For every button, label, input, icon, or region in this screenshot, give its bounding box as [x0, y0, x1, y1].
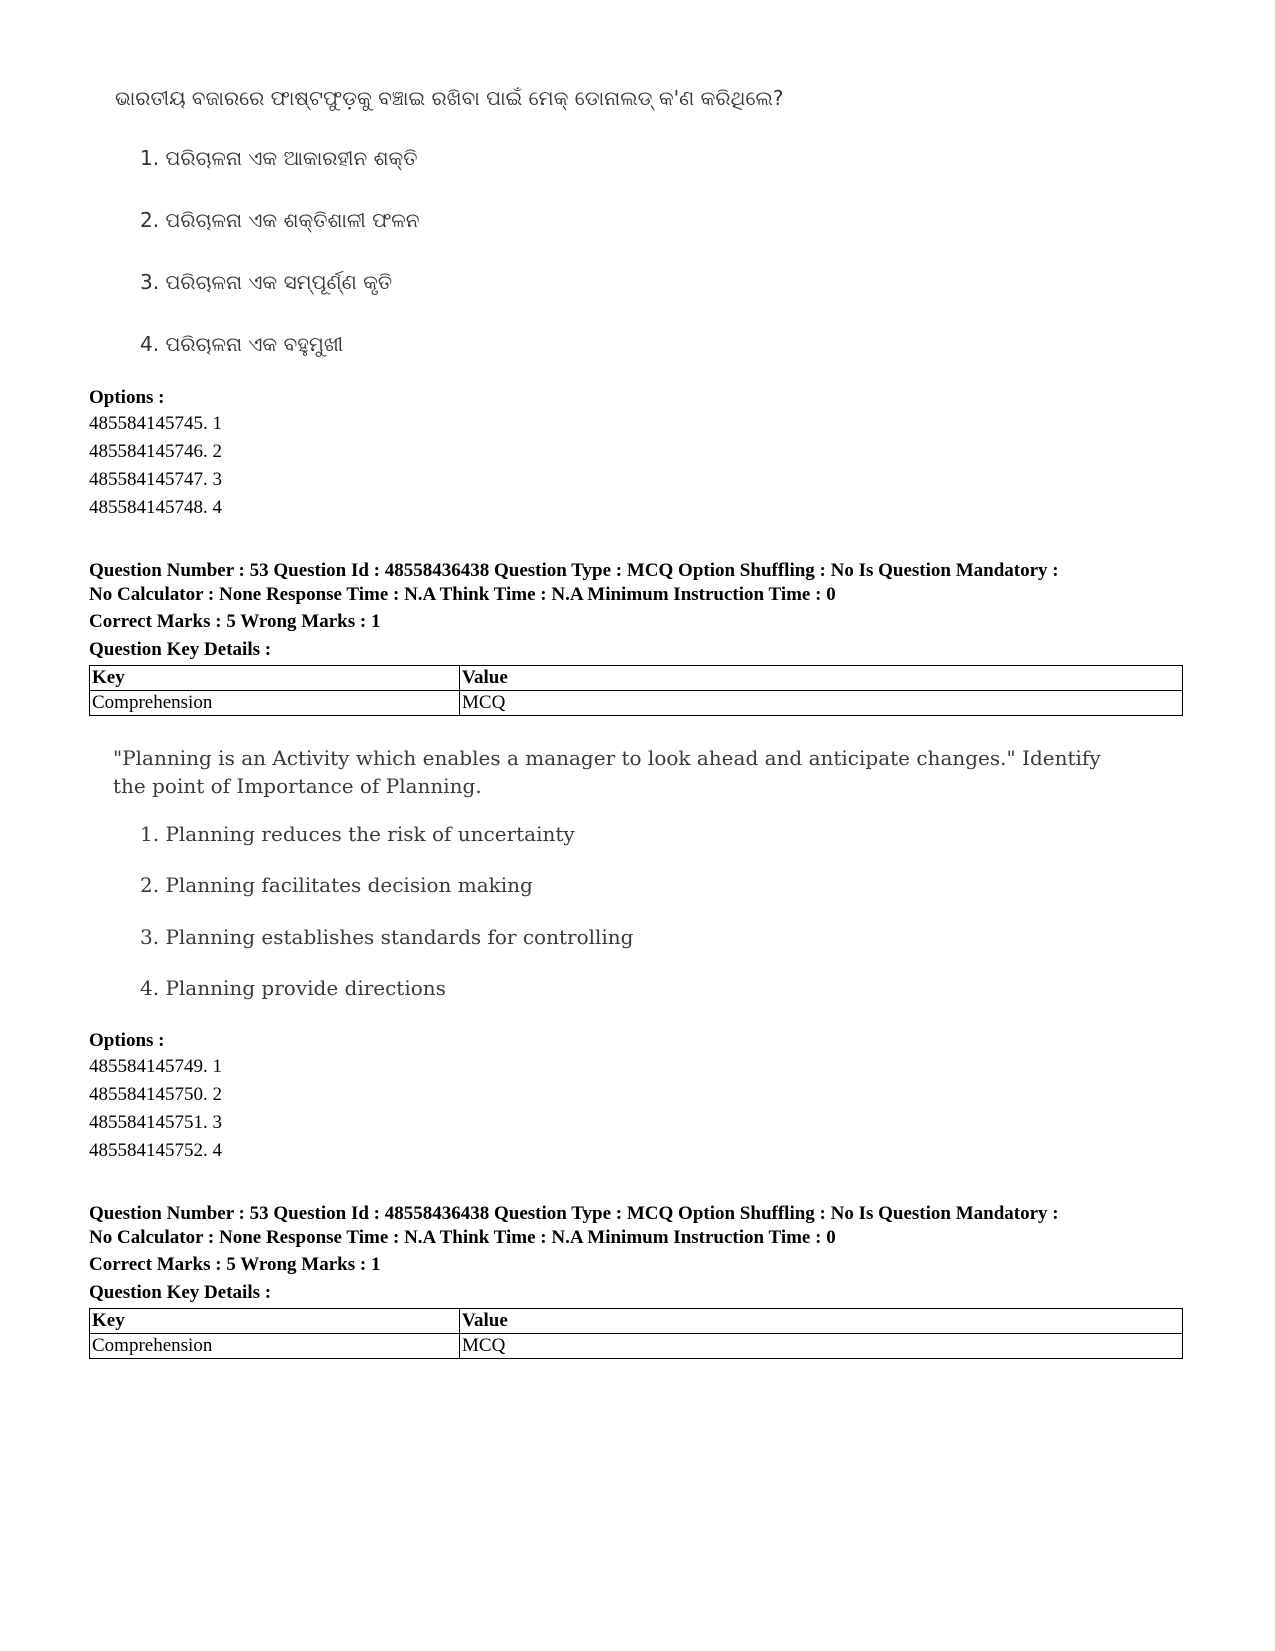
question-1-choice-3: 3. ପରିଚାଳନା ଏକ ସମ୍ପୂର୍ଣ୍ଣ କୃତି [140, 270, 393, 294]
question-1-text: ଭାରତୀୟ ବଜାରରେ ଫାଷ୍ଟଫୁଡ଼କୁ ବଞ୍ଚାଇ ରଖିବା ପାଇଁ ମେକ୍ ଡୋନାଲଡ୍ କ'ଣ କରିଥିଲେ? [115, 86, 784, 110]
table-cell: Key [90, 666, 460, 691]
meta-line-2: No Calculator : None Response Time : N.A Think Time : N.A Minimum Instruction Time : 0 [89, 584, 836, 605]
question-1-choice-1: 1. ପରିଚାଳନା ଏକ ଆକାରହୀନ ଶକ୍ତି [140, 146, 418, 170]
option-line: 485584145749. 1 [89, 1056, 222, 1077]
key-details-label: Question Key Details : [89, 639, 272, 660]
question-1-choice-4: 4. ପରିଚାଳନା ଏକ ବହୁମୁଖୀ [140, 332, 344, 356]
table-cell: Key [90, 1309, 460, 1334]
options-label: Options : [89, 1030, 165, 1051]
options-section-2 [89, 1029, 222, 1165]
question-2-choice-2: 2. Planning facilitates decision making [140, 873, 533, 897]
question-2-choice-3: 3. Planning establishes standards for controlling [140, 925, 634, 949]
question-meta-2 [89, 1202, 1189, 1305]
table-cell: Comprehension [90, 1334, 460, 1359]
key-details-table [89, 1308, 1183, 1359]
option-line: 485584145750. 2 [89, 1084, 222, 1105]
option-line: 485584145747. 3 [89, 469, 222, 490]
table-row [90, 1334, 1183, 1359]
question-2-choice-1: 1. Planning reduces the risk of uncertainty [140, 822, 575, 846]
question-2-choice-4: 4. Planning provide directions [140, 976, 446, 1000]
table-cell: MCQ [460, 1334, 1183, 1359]
table-cell: MCQ [460, 691, 1183, 716]
question-meta-1 [89, 559, 1189, 662]
option-line: 485584145748. 4 [89, 497, 222, 518]
marks-line: Correct Marks : 5 Wrong Marks : 1 [89, 1254, 381, 1275]
table-cell: Comprehension [90, 691, 460, 716]
table-cell: Value [460, 1309, 1183, 1334]
table-header-row [90, 1309, 1183, 1334]
question-2-image [113, 744, 1113, 800]
key-details-label: Question Key Details : [89, 1282, 272, 1303]
marks-line: Correct Marks : 5 Wrong Marks : 1 [89, 611, 381, 632]
option-line: 485584145751. 3 [89, 1112, 222, 1133]
option-line: 485584145745. 1 [89, 413, 222, 434]
options-section-1 [89, 386, 222, 522]
table-row [90, 691, 1183, 716]
options-label: Options : [89, 387, 165, 408]
meta-line-1: Question Number : 53 Question Id : 48558436438 Question Type : MCQ Option Shuffling : No Is Question Mandatory : [89, 560, 1059, 581]
meta-line-2: No Calculator : None Response Time : N.A Think Time : N.A Minimum Instruction Time : 0 [89, 1227, 836, 1248]
question-2-text: "Planning is an Activity which enables a manager to look ahead and anticipate changes." Identify the point of Importance of Planning. [113, 746, 1101, 798]
option-line: 485584145746. 2 [89, 441, 222, 462]
option-line: 485584145752. 4 [89, 1140, 222, 1161]
question-1-choice-2: 2. ପରିଚାଳନା ଏକ ଶକ୍ତିଶାଳୀ ଫଳନ [140, 208, 420, 232]
key-details-table [89, 665, 1183, 716]
table-header-row [90, 666, 1183, 691]
table-cell: Value [460, 666, 1183, 691]
meta-line-1: Question Number : 53 Question Id : 48558436438 Question Type : MCQ Option Shuffling : No Is Question Mandatory : [89, 1203, 1059, 1224]
